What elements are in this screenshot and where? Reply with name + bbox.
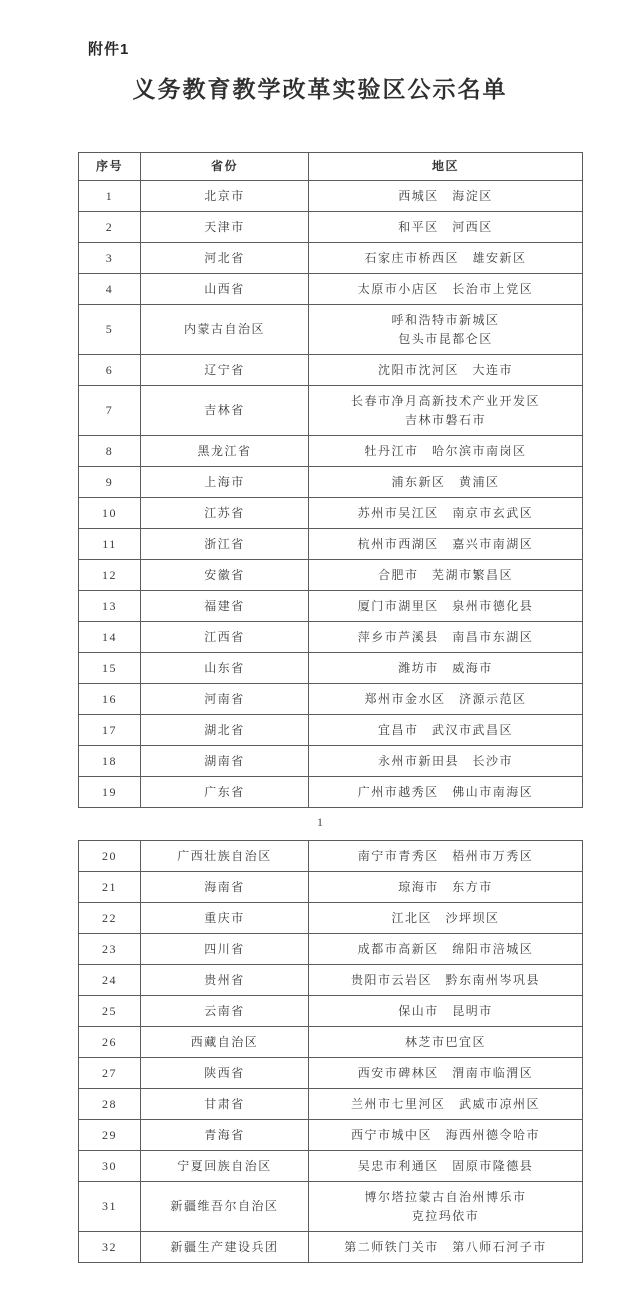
- region-cell: [309, 622, 583, 653]
- province-cell: 安徽省: [141, 560, 309, 591]
- serial-cell: 13: [79, 591, 141, 622]
- table-row: [79, 653, 583, 684]
- region-line: 浦东新区 黄浦区: [391, 474, 500, 489]
- table-row: [79, 1232, 583, 1263]
- region-line: 林芝市巴宜区: [404, 1034, 486, 1049]
- region-line: 西城区 海淀区: [398, 188, 493, 203]
- table-row: [79, 529, 583, 560]
- serial-cell: 4: [79, 274, 141, 305]
- table-row: [79, 746, 583, 777]
- serial-cell: 17: [79, 715, 141, 746]
- document-title: 义务教育教学改革实验区公示名单: [132, 77, 508, 102]
- header-serial: 序号: [79, 153, 141, 181]
- region-line: 成都市高新区 绵阳市涪城区: [357, 941, 534, 956]
- serial-cell: 11: [79, 529, 141, 560]
- region-line: 博尔塔拉蒙古自治州博乐市: [364, 1189, 527, 1204]
- serial-cell: 31: [79, 1182, 141, 1232]
- province-cell: 湖南省: [141, 746, 309, 777]
- region-line: 南宁市青秀区 梧州市万秀区: [357, 848, 534, 863]
- region-line: 合肥市 芜湖市繁昌区: [377, 567, 513, 582]
- province-cell: 湖北省: [141, 715, 309, 746]
- region-cell: [309, 684, 583, 715]
- table-row: [79, 212, 583, 243]
- region-line: 长春市净月高新技术产业开发区: [350, 393, 540, 408]
- serial-cell: 3: [79, 243, 141, 274]
- region-line: 潍坊市 威海市: [398, 660, 493, 675]
- table-row: [79, 965, 583, 996]
- table-row: [79, 274, 583, 305]
- table-row: [79, 181, 583, 212]
- province-cell: 福建省: [141, 591, 309, 622]
- serial-cell: 14: [79, 622, 141, 653]
- table-row: [79, 622, 583, 653]
- table-row: [79, 684, 583, 715]
- region-cell: [309, 1058, 583, 1089]
- region-cell: [309, 355, 583, 386]
- serial-cell: 32: [79, 1232, 141, 1263]
- province-cell: 云南省: [141, 996, 309, 1027]
- region-line: 太原市小店区 长治市上党区: [357, 281, 534, 296]
- province-cell: 海南省: [141, 872, 309, 903]
- region-line: 苏州市吴江区 南京市玄武区: [357, 505, 534, 520]
- header-row: [79, 153, 583, 181]
- experimental-zone-table-page1: [78, 152, 583, 808]
- table-row: [79, 777, 583, 808]
- province-cell: 江西省: [141, 622, 309, 653]
- region-line: 广州市越秀区 佛山市南海区: [357, 784, 534, 799]
- page-number: 1: [317, 815, 323, 829]
- region-cell: [309, 1182, 583, 1232]
- province-cell: 宁夏回族自治区: [141, 1151, 309, 1182]
- table-row: [79, 1089, 583, 1120]
- table-row: [79, 591, 583, 622]
- region-cell: [309, 934, 583, 965]
- region-line: 西安市碑林区 渭南市临渭区: [357, 1065, 534, 1080]
- serial-cell: 16: [79, 684, 141, 715]
- serial-cell: 22: [79, 903, 141, 934]
- region-line: 第二师铁门关市 第八师石河子市: [344, 1239, 547, 1254]
- region-cell: [309, 1027, 583, 1058]
- region-line: 兰州市七里河区 武威市凉州区: [350, 1096, 540, 1111]
- serial-cell: 1: [79, 181, 141, 212]
- serial-cell: 5: [79, 305, 141, 355]
- province-cell: 重庆市: [141, 903, 309, 934]
- province-cell: 天津市: [141, 212, 309, 243]
- table-header: [79, 153, 583, 181]
- header-region: 地区: [309, 153, 583, 181]
- table-row: [79, 996, 583, 1027]
- province-cell: 新疆生产建设兵团: [141, 1232, 309, 1263]
- region-line: 吉林市磐石市: [404, 412, 486, 427]
- table-row: [79, 841, 583, 872]
- region-cell: [309, 591, 583, 622]
- table-row: [79, 872, 583, 903]
- table-row: [79, 305, 583, 355]
- province-cell: 河南省: [141, 684, 309, 715]
- serial-cell: 18: [79, 746, 141, 777]
- serial-cell: 24: [79, 965, 141, 996]
- province-cell: 广西壮族自治区: [141, 841, 309, 872]
- serial-cell: 30: [79, 1151, 141, 1182]
- region-cell: [309, 653, 583, 684]
- serial-cell: 25: [79, 996, 141, 1027]
- region-line: 江北区 沙坪坝区: [391, 910, 500, 925]
- attachment-label: 附件1: [88, 41, 130, 58]
- region-cell: [309, 560, 583, 591]
- region-cell: [309, 1232, 583, 1263]
- serial-cell: 26: [79, 1027, 141, 1058]
- province-cell: 江苏省: [141, 498, 309, 529]
- region-line: 吴忠市利通区 固原市隆德县: [357, 1158, 534, 1173]
- serial-cell: 7: [79, 386, 141, 436]
- table-row: [79, 243, 583, 274]
- region-line: 克拉玛依市: [411, 1208, 480, 1223]
- table-body-page1: [79, 181, 583, 808]
- serial-cell: 23: [79, 934, 141, 965]
- province-cell: 广东省: [141, 777, 309, 808]
- province-cell: 陕西省: [141, 1058, 309, 1089]
- region-cell: [309, 996, 583, 1027]
- province-cell: 河北省: [141, 243, 309, 274]
- region-line: 沈阳市沈河区 大连市: [377, 362, 513, 377]
- region-line: 厦门市湖里区 泉州市德化县: [357, 598, 534, 613]
- table-row: [79, 355, 583, 386]
- serial-cell: 29: [79, 1120, 141, 1151]
- region-line: 永州市新田县 长沙市: [377, 753, 513, 768]
- serial-cell: 2: [79, 212, 141, 243]
- region-cell: [309, 746, 583, 777]
- province-cell: 山西省: [141, 274, 309, 305]
- province-cell: 西藏自治区: [141, 1027, 309, 1058]
- table-row: [79, 1120, 583, 1151]
- region-line: 杭州市西湖区 嘉兴市南湖区: [357, 536, 534, 551]
- region-line: 贵阳市云岩区 黔东南州岑巩县: [350, 972, 540, 987]
- region-cell: [309, 181, 583, 212]
- region-line: 呼和浩特市新城区: [391, 312, 500, 327]
- region-cell: [309, 1089, 583, 1120]
- table-row: [79, 1182, 583, 1232]
- province-cell: 新疆维吾尔自治区: [141, 1182, 309, 1232]
- province-cell: 辽宁省: [141, 355, 309, 386]
- table-row: [79, 436, 583, 467]
- province-cell: 浙江省: [141, 529, 309, 560]
- region-cell: [309, 305, 583, 355]
- region-line: 郑州市金水区 济源示范区: [364, 691, 527, 706]
- region-line: 石家庄市桥西区 雄安新区: [364, 250, 527, 265]
- region-cell: [309, 498, 583, 529]
- serial-cell: 8: [79, 436, 141, 467]
- region-line: 萍乡市芦溪县 南昌市东湖区: [357, 629, 534, 644]
- serial-cell: 10: [79, 498, 141, 529]
- serial-cell: 28: [79, 1089, 141, 1120]
- region-cell: [309, 715, 583, 746]
- province-cell: 青海省: [141, 1120, 309, 1151]
- table-row: [79, 386, 583, 436]
- table-row: [79, 715, 583, 746]
- region-cell: [309, 467, 583, 498]
- table-row: [79, 934, 583, 965]
- province-cell: 吉林省: [141, 386, 309, 436]
- region-line: 宜昌市 武汉市武昌区: [377, 722, 513, 737]
- province-cell: 四川省: [141, 934, 309, 965]
- table-row: [79, 467, 583, 498]
- table-row: [79, 1027, 583, 1058]
- province-cell: 甘肃省: [141, 1089, 309, 1120]
- province-cell: 内蒙古自治区: [141, 305, 309, 355]
- region-cell: [309, 1151, 583, 1182]
- serial-cell: 12: [79, 560, 141, 591]
- serial-cell: 27: [79, 1058, 141, 1089]
- region-cell: [309, 965, 583, 996]
- region-cell: [309, 436, 583, 467]
- region-cell: [309, 243, 583, 274]
- region-cell: [309, 212, 583, 243]
- region-line: 保山市 昆明市: [398, 1003, 493, 1018]
- region-line: 和平区 河西区: [398, 219, 493, 234]
- region-cell: [309, 903, 583, 934]
- region-line: 牡丹江市 哈尔滨市南岗区: [364, 443, 527, 458]
- serial-cell: 21: [79, 872, 141, 903]
- region-line: 琼海市 东方市: [398, 879, 493, 894]
- region-line: 包头市昆都仑区: [398, 331, 493, 346]
- serial-cell: 6: [79, 355, 141, 386]
- region-cell: [309, 841, 583, 872]
- serial-cell: 19: [79, 777, 141, 808]
- region-cell: [309, 777, 583, 808]
- region-cell: [309, 872, 583, 903]
- region-cell: [309, 529, 583, 560]
- province-cell: 山东省: [141, 653, 309, 684]
- serial-cell: 20: [79, 841, 141, 872]
- table-row: [79, 560, 583, 591]
- table-row: [79, 1058, 583, 1089]
- serial-cell: 9: [79, 467, 141, 498]
- province-cell: 北京市: [141, 181, 309, 212]
- header-province: 省份: [141, 153, 309, 181]
- table-row: [79, 1151, 583, 1182]
- table-body-page2: [79, 841, 583, 1263]
- serial-cell: 15: [79, 653, 141, 684]
- province-cell: 上海市: [141, 467, 309, 498]
- province-cell: 黑龙江省: [141, 436, 309, 467]
- table-row: [79, 903, 583, 934]
- province-cell: 贵州省: [141, 965, 309, 996]
- region-cell: [309, 1120, 583, 1151]
- experimental-zone-table-page2: [78, 840, 583, 1263]
- region-cell: [309, 274, 583, 305]
- region-line: 西宁市城中区 海西州德令哈市: [350, 1127, 540, 1142]
- table-row: [79, 498, 583, 529]
- region-cell: [309, 386, 583, 436]
